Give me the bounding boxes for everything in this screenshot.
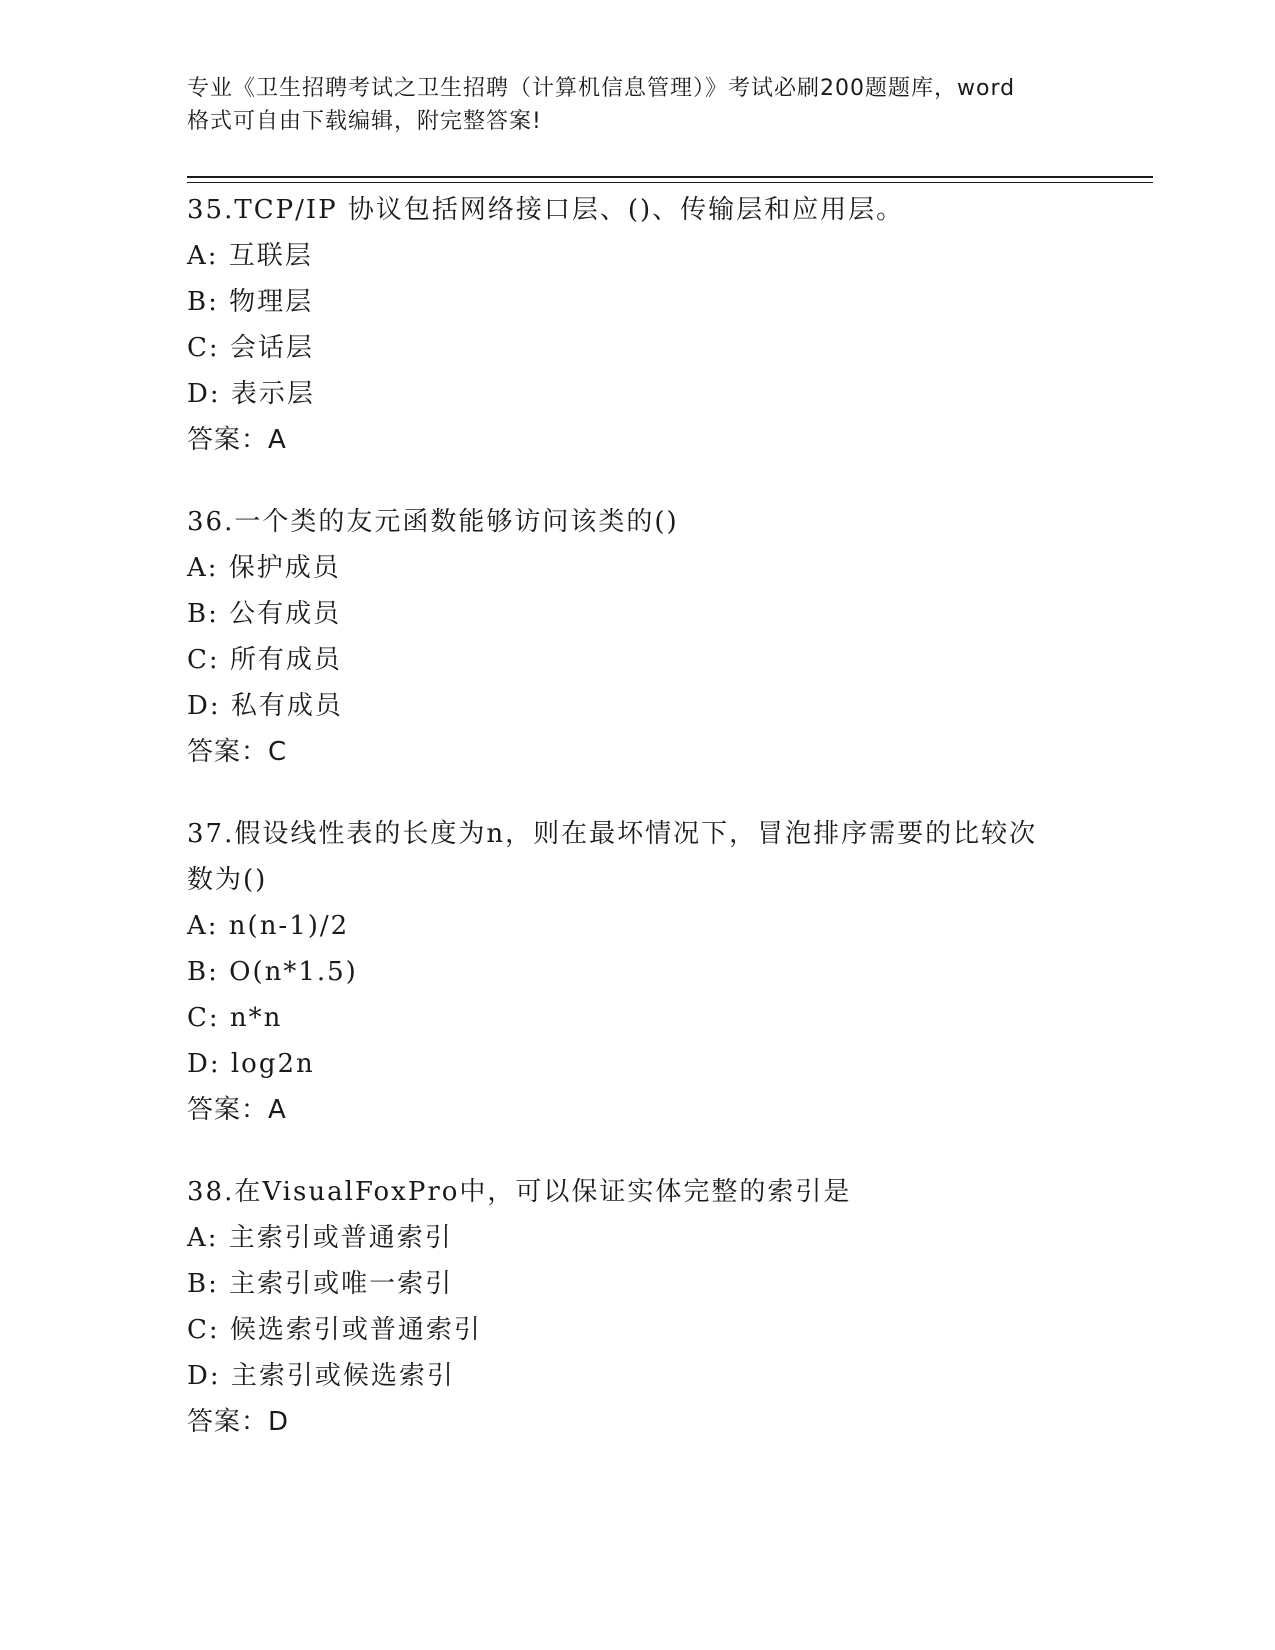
question-text: 37.假设线性表的长度为n，则在最坏情况下，冒泡排序需要的比较次数为(): [187, 819, 1038, 895]
question-37: [187, 811, 1087, 1133]
answer: 答案：A: [187, 1095, 287, 1125]
option-b: B: O(n*1.5): [187, 957, 358, 987]
option-b: B: 物理层: [187, 287, 314, 317]
question-list: [187, 187, 1087, 1481]
option-c: C: 候选索引或普通索引: [187, 1315, 482, 1345]
question-text: 35.TCP/IP 协议包括网络接口层、()、传输层和应用层。: [187, 195, 905, 225]
option-c: C: 所有成员: [187, 645, 342, 675]
question-text: 38.在VisualFoxPro中，可以保证实体完整的索引是: [187, 1177, 852, 1207]
option-d: D: log2n: [187, 1049, 315, 1079]
header-line-2: 格式可自由下载编辑，附完整答案!: [187, 109, 542, 134]
option-c: C: n*n: [187, 1003, 283, 1033]
option-c: C: 会话层: [187, 333, 314, 363]
answer: 答案：A: [187, 425, 287, 455]
option-a: A: n(n-1)/2: [187, 911, 350, 941]
option-b: B: 主索引或唯一索引: [187, 1269, 454, 1299]
answer: 答案：D: [187, 1407, 290, 1437]
question-36: [187, 499, 1087, 775]
header-line-1: 专业《卫生招聘考试之卫生招聘（计算机信息管理）》考试必刷200题题库，word: [187, 76, 1016, 101]
header-divider-thick: [187, 176, 1153, 178]
option-a: A: 互联层: [187, 241, 313, 271]
option-a: A: 主索引或普通索引: [187, 1223, 453, 1253]
answer: 答案：C: [187, 737, 288, 767]
question-38: [187, 1169, 1087, 1445]
question-text: 36.一个类的友元函数能够访问该类的(): [187, 507, 679, 537]
option-d: D: 表示层: [187, 379, 315, 409]
option-b: B: 公有成员: [187, 599, 342, 629]
header-divider-thin: [187, 182, 1153, 183]
option-d: D: 主索引或候选索引: [187, 1361, 455, 1391]
question-35: [187, 187, 1087, 463]
option-d: D: 私有成员: [187, 691, 343, 721]
document-header: [187, 72, 1087, 138]
option-a: A: 保护成员: [187, 553, 341, 583]
